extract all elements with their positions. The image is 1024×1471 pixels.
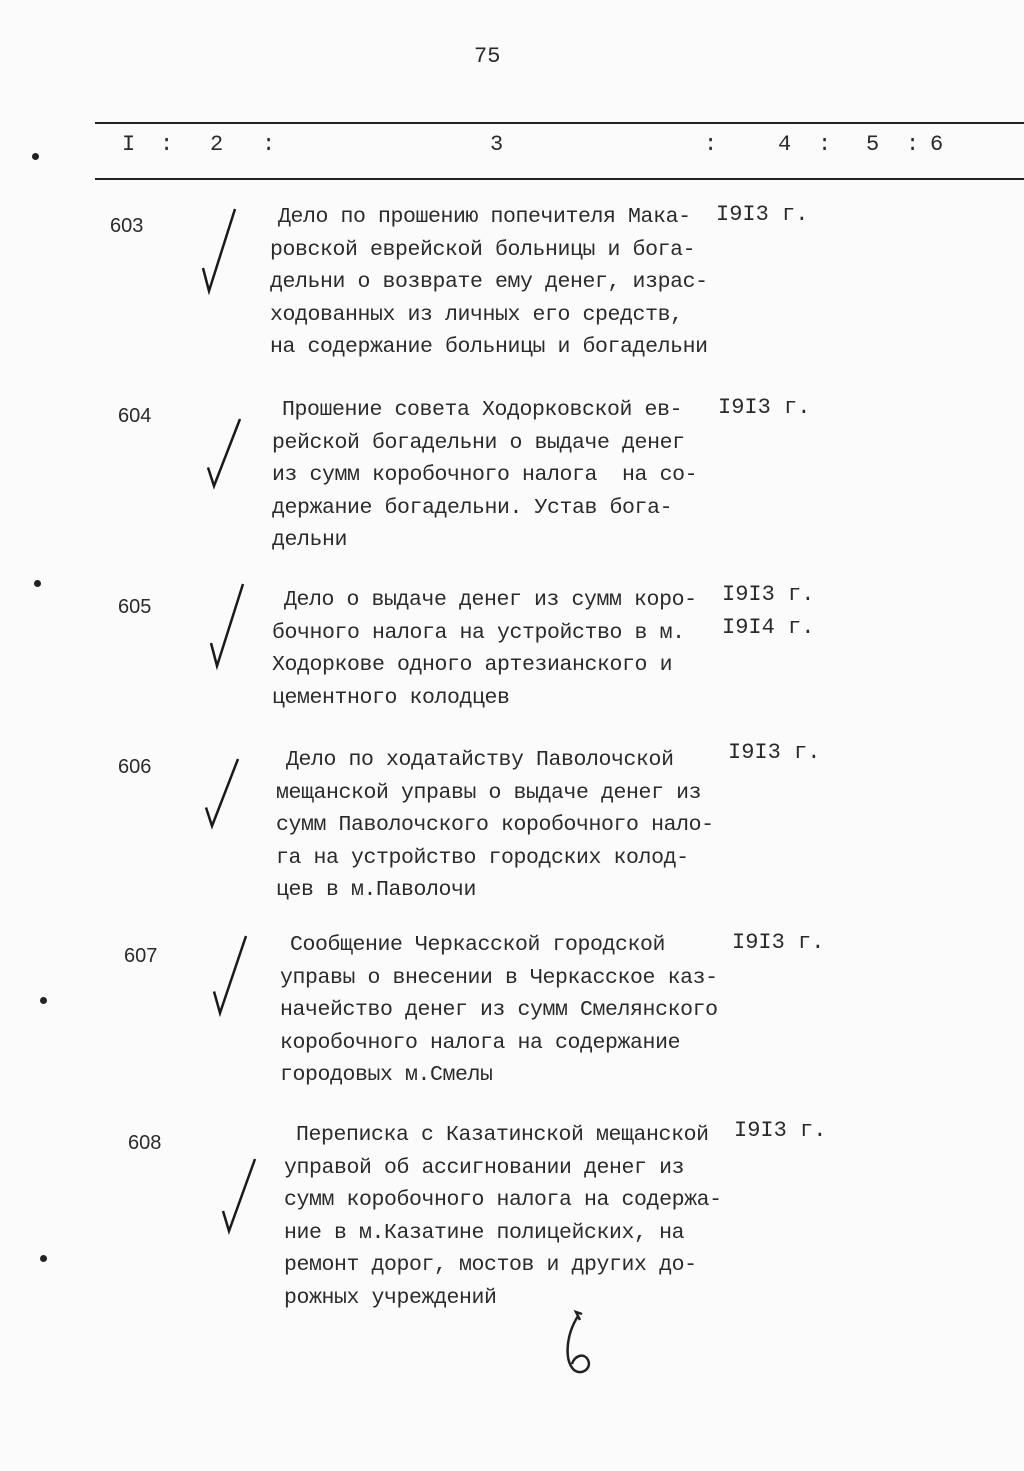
header-bottom-rule [95, 178, 1024, 180]
entry-description-line: ровской еврейской больницы и бога- [270, 237, 696, 262]
entry-description-line: коробочного налога на содержание [280, 1030, 681, 1055]
entry-description-line: Дело о выдаче денег из сумм коро- [284, 588, 697, 612]
entry-number: 603 [110, 215, 144, 237]
entry-description-line: мещанской управы о выдаче денег из [276, 780, 702, 805]
column-separator: : [704, 132, 718, 157]
entry-description-line: из сумм коробочного налога на со- [272, 463, 698, 487]
column-header-4: 4 [778, 132, 792, 157]
checkmark-icon [203, 580, 253, 670]
column-separator: : [818, 132, 832, 157]
entry-year: I9I3 г. [722, 582, 815, 607]
entry-description-line: на содержание больницы и богадельни [270, 335, 708, 359]
entry-number: 608 [128, 1132, 162, 1154]
entry-description-line: сумм Паволочского коробочного нало- [276, 813, 714, 837]
punch-hole [40, 1255, 47, 1262]
entry-description-line: дельни [272, 528, 348, 552]
page-number: 75 [474, 44, 501, 69]
entry-description-line: Дело по ходатайству Паволочской [286, 748, 674, 772]
entry-description-line: ремонт дорог, мостов и других до- [284, 1253, 697, 1277]
entry-number: 605 [118, 596, 152, 618]
entry-year: I9I3 г. [732, 930, 825, 955]
entry-description-line: цементного колодцев [272, 685, 510, 710]
entry-description-line: ходованных из личных его средств, [270, 302, 683, 327]
entry-description-line: держание богадельни. Устав бога- [272, 495, 673, 520]
column-separator: : [906, 132, 920, 157]
entry-number: 604 [118, 405, 152, 427]
entry-number: 607 [124, 945, 158, 967]
entry-description-line: управой об ассигновании денег из [284, 1155, 685, 1180]
entry-description-line: бочного налога на устройство в м. [272, 620, 685, 645]
entry-description-line: рейской богадельни о выдаче денег [272, 430, 685, 455]
entry-description-line: Прошение совета Ходорковской ев- [282, 398, 683, 422]
column-header-5: 5 [866, 132, 880, 157]
entry-number: 606 [118, 756, 152, 778]
entry-description-line: га на устройство городских колод- [276, 845, 689, 870]
entry-description-line: Сообщение Черкасской городской [290, 933, 666, 957]
entry-year: I9I3 г. [716, 202, 809, 227]
entry-year: I9I4 г. [722, 615, 815, 640]
entry-description-line: начейство денег из сумм Смелянского [280, 998, 718, 1022]
entry-description-line: управы о внесении в Черкасское каз- [280, 965, 718, 990]
handwritten-sheet-number [560, 1310, 610, 1380]
header-top-rule [95, 122, 1024, 124]
punch-hole [40, 997, 47, 1004]
column-separator: : [160, 132, 174, 157]
column-header-I: I [122, 132, 136, 157]
punch-hole [32, 153, 39, 160]
entry-year: I9I3 г. [718, 395, 811, 420]
punch-hole [34, 580, 41, 587]
entry-description-line: Ходоркове одного артезианского и [272, 653, 673, 677]
checkmark-icon [215, 1155, 265, 1245]
checkmark-icon [206, 932, 256, 1022]
entry-description-line: Переписка с Казатинской мещанской [296, 1123, 709, 1147]
checkmark-icon [200, 415, 250, 505]
entry-description-line: рожных учреждений [284, 1285, 497, 1310]
entry-year: I9I3 г. [734, 1118, 827, 1143]
column-header-3: 3 [490, 132, 504, 157]
entry-description-line: городовых м.Смелы [280, 1063, 493, 1087]
column-separator: : [262, 132, 276, 157]
entry-description-line: ние в м.Казатине полицейских, на [284, 1220, 685, 1245]
entry-year: I9I3 г. [728, 740, 821, 765]
entry-description-line: Дело по прошению попечителя Мака- [278, 205, 691, 229]
checkmark-icon [198, 755, 248, 845]
entry-description-line: цев в м.Паволочи [276, 878, 477, 902]
column-header-6: 6 [930, 132, 944, 157]
entry-description-line: дельни о возврате ему денег, израс- [270, 270, 708, 294]
entry-description-line: сумм коробочного налога на содержа- [284, 1188, 722, 1212]
column-header-2: 2 [210, 132, 224, 157]
checkmark-icon [195, 205, 245, 295]
